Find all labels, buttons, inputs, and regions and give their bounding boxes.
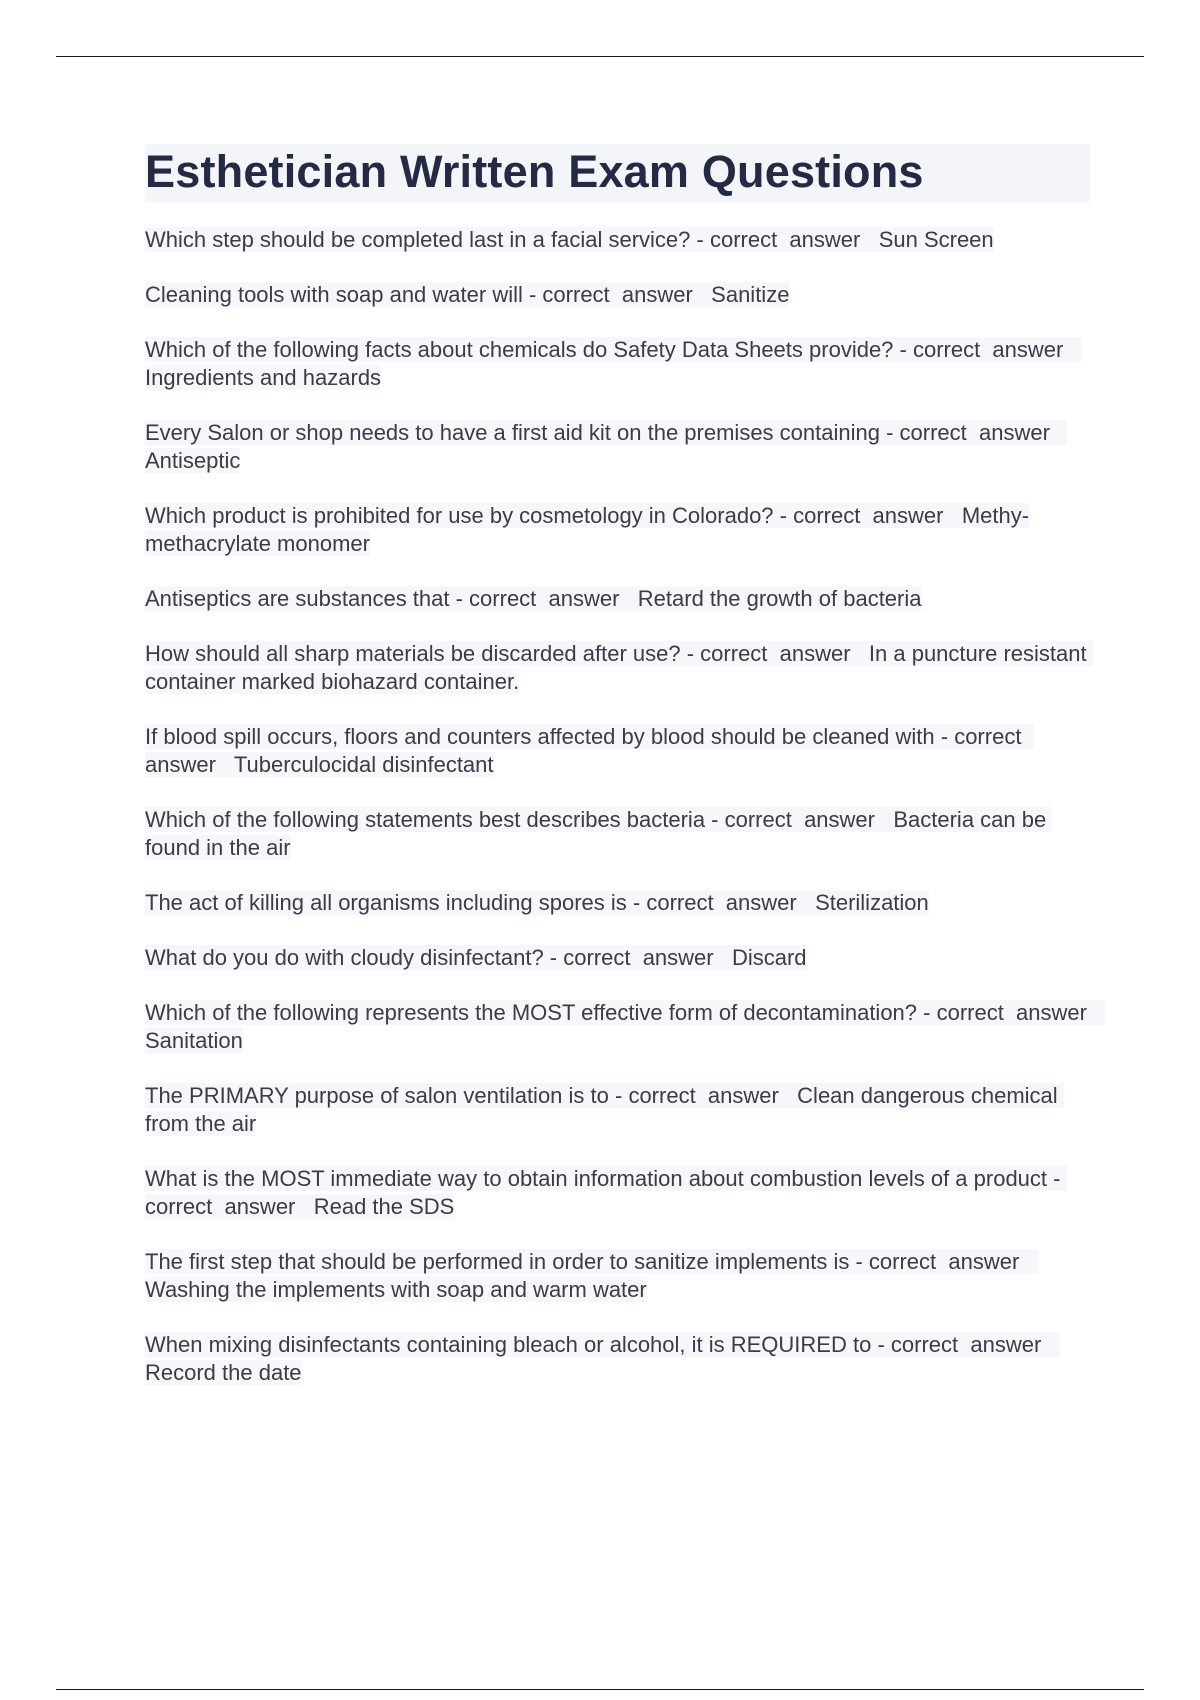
question-text: Which of the following statements best describes bacteria [145,807,706,832]
bottom-rule [56,1689,1144,1690]
qa-item [145,1082,1090,1138]
answer-separator: - correct answer [773,503,962,528]
qa-item [145,336,1090,392]
answer-text: Retard the growth of bacteria [637,586,922,611]
question-text: The act of killing all organisms including spores is [145,890,627,915]
question-list [145,226,1106,1387]
answer-separator: - correct answer [893,337,1082,362]
answer-text: Read the SDS [313,1194,455,1219]
answer-text: Methy-methacrylate monomer [145,503,1030,556]
question-text: Cleaning tools with soap and water will [145,282,523,307]
answer-separator: - correct answer [626,890,816,915]
question-text: Which step should be completed last in a facial service? [145,227,691,252]
qa-item [145,944,1090,972]
question-text: Which of the following represents the MOST effective form of decontamination? [145,1000,918,1025]
answer-text: In a puncture resistant container marked biohazard container. [145,641,1093,694]
question-text: What is the MOST immediate way to obtain information about combustion levels of a product [145,1166,1048,1191]
qa-item [145,640,1093,696]
question-text: The PRIMARY purpose of salon ventilation is to [145,1083,609,1108]
qa-item [145,502,1090,558]
qa-item [145,419,1090,475]
qa-item [145,281,1090,309]
question-text: How should all sharp materials be discarded after use? [145,641,681,666]
answer-text: Ingredients and hazards [145,365,382,390]
answer-text: Washing the implements with soap and warm water [145,1277,647,1302]
answer-separator: - correct answer [543,945,732,970]
answer-text: Bacteria can be found in the air [145,807,1053,860]
question-text: Antiseptics are substances that [145,586,450,611]
question-text: What do you do with cloudy disinfectant? [145,945,544,970]
answer-text: Sun Screen [878,227,994,252]
answer-text: Antiseptic [145,448,241,473]
answer-separator: - correct answer [145,724,1034,777]
top-rule [56,56,1144,57]
answer-separator: - correct answer [871,1332,1060,1357]
answer-text: Sanitize [711,282,790,307]
qa-item [145,999,1106,1055]
question-text: If blood spill occurs, floors and counters affected by blood should be cleaned with [145,724,935,749]
answer-separator: - correct answer [680,641,869,666]
answer-text: Sanitation [145,1028,243,1053]
answer-text: Discard [731,945,807,970]
document-body [145,144,1106,1414]
question-text: When mixing disinfectants containing bleach or alcohol, it is REQUIRED to [145,1332,872,1357]
answer-separator: - correct answer [608,1083,798,1108]
answer-separator: - correct answer [522,282,712,307]
qa-item [145,889,1090,917]
question-text: The first step that should be performed in order to sanitize implements is [145,1249,850,1274]
qa-item [145,1248,1090,1304]
qa-item [145,1165,1090,1221]
question-text: Which of the following facts about chemicals do Safety Data Sheets provide? [145,337,894,362]
answer-separator: - correct answer [705,807,894,832]
qa-item [145,723,1090,779]
question-text: Which product is prohibited for use by cosmetology in Colorado? [145,503,774,528]
answer-separator: - correct answer [849,1249,1038,1274]
answer-text: Tuberculocidal disinfectant [233,752,494,777]
page-title: Esthetician Written Exam Questions [145,144,1090,202]
answer-text: Clean dangerous chemical from the air [145,1083,1064,1136]
answer-separator: - correct answer [879,420,1068,445]
question-text: Every Salon or shop needs to have a first aid kit on the premises containing [145,420,880,445]
qa-item [145,1331,1090,1387]
qa-item [145,226,1090,254]
answer-separator: - correct answer [917,1000,1106,1025]
answer-text: Sterilization [815,890,929,915]
answer-separator: - correct answer [690,227,879,252]
answer-separator: - correct answer [449,586,638,611]
qa-item [145,806,1090,862]
answer-separator: - correct answer [145,1166,1067,1219]
answer-text: Record the date [145,1360,302,1385]
qa-item [145,585,1090,613]
